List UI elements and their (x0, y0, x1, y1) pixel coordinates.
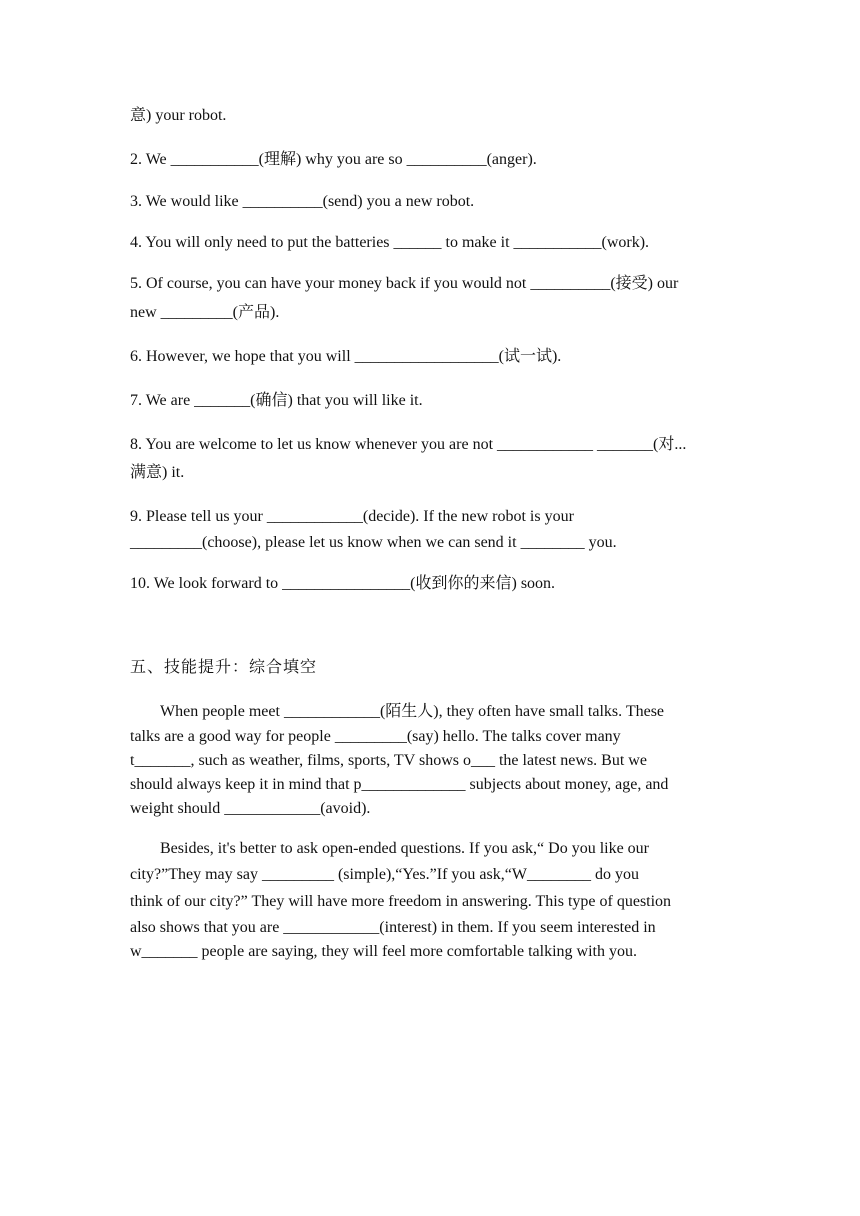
paragraph-1-line: weight should ____________(avoid). (130, 800, 371, 817)
paragraph-1-line: When people meet ____________(陌生人), they often have small talks. These (160, 703, 665, 720)
paragraph-1-line: should always keep it in mind that p_____________ subjects about money, age, and (130, 776, 669, 793)
item-9-line-2: _________(choose), please let us know when we can send it ________ you. (130, 534, 617, 551)
section-5-heading: 五、技能提升：综合填空 (130, 659, 318, 676)
item-3: 3. We would like __________(send) you a new robot. (130, 193, 475, 210)
item-8-line-1: 8. You are welcome to let us know whenever you are not ____________ _______(对... (130, 436, 687, 453)
paragraph-2-line: w_______ people are saying, they will feel more comfortable talking with you. (130, 943, 637, 960)
item-4: 4. You will only need to put the batteries ______ to make it ___________(work). (130, 234, 650, 251)
item-9-line-1: 9. Please tell us your ____________(decide). If the new robot is your (130, 508, 574, 525)
item-5-line-2: new _________(产品). (130, 304, 280, 321)
item-8-line-2: 满意) it. (130, 464, 185, 481)
item-6: 6. However, we hope that you will __________________(试一试). (130, 348, 562, 365)
paragraph-1-line: talks are a good way for people _________(say) hello. The talks cover many (130, 728, 621, 745)
paragraph-2-line: also shows that you are ____________(interest) in them. If you seem interested in (130, 919, 656, 936)
item-1-continuation: 意) your robot. (130, 107, 227, 124)
item-5-line-1: 5. Of course, you can have your money back if you would not __________(接受) our (130, 275, 679, 292)
paragraph-2-line: Besides, it's better to ask open-ended questions. If you ask,“ Do you like our (160, 840, 650, 857)
item-2: 2. We ___________(理解) why you are so __________(anger). (130, 151, 537, 168)
item-10: 10. We look forward to ________________(收到你的来信) soon. (130, 575, 556, 592)
paragraph-2-line: city?”They may say _________ (simple),“Yes.”If you ask,“W________ do you (130, 866, 639, 883)
paragraph-1-line: t_______, such as weather, films, sports, TV shows o___ the latest news. But we (130, 752, 647, 769)
item-7: 7. We are _______(确信) that you will like it. (130, 392, 423, 409)
paragraph-2-line: think of our city?” They will have more freedom in answering. This type of question (130, 893, 672, 910)
